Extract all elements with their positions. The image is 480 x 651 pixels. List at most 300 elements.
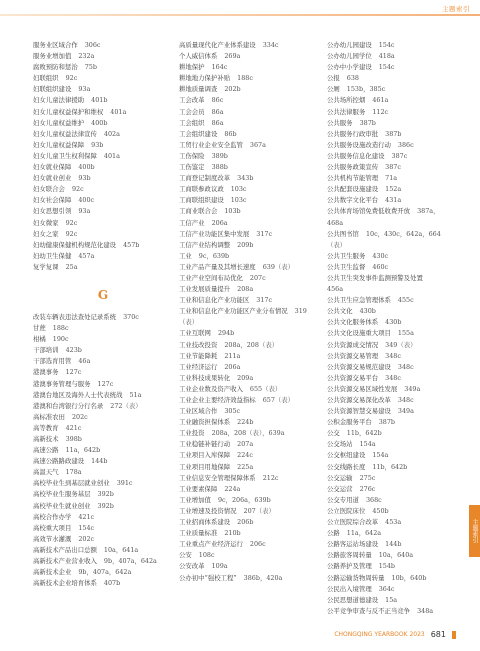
index-entry-term: 公共数字文化平台 — [327, 196, 379, 205]
index-entry[interactable] — [33, 434, 173, 445]
index-entry-term: 妇女就业创业 — [33, 174, 72, 183]
index-entry-term: 工业企业数及资产收入 — [179, 384, 243, 393]
index-entry-page-ref: 269a — [224, 52, 241, 61]
index-entry[interactable] — [327, 306, 445, 317]
index-entry-term: 公安 — [179, 551, 192, 560]
index-entry[interactable] — [179, 550, 319, 561]
index-entry-term: 高新技术企业 — [33, 568, 72, 577]
index-entry[interactable] — [179, 395, 319, 406]
index-entry[interactable] — [327, 528, 445, 539]
index-entry[interactable] — [327, 195, 445, 206]
index-entry-page-ref: 349（表） — [385, 340, 417, 349]
index-entry[interactable] — [327, 251, 445, 262]
index-entry[interactable] — [327, 539, 445, 550]
index-entry-page-ref: 639（表） — [262, 262, 295, 271]
index-entry[interactable] — [327, 384, 445, 395]
side-section-tab[interactable]: 主题索引 — [469, 505, 480, 557]
index-entry-term: 工业 — [179, 251, 192, 260]
index-entry[interactable] — [33, 489, 173, 500]
index-entry-page-ref: 232a — [78, 52, 95, 61]
index-entry-term: 工贸行业企业安全监管 — [179, 140, 243, 149]
index-entry-page-ref: 25a — [65, 262, 78, 271]
index-entry[interactable] — [327, 118, 445, 129]
index-entry-page-ref: 209b — [237, 240, 254, 249]
index-entry-term: 公共服务政策宣传 — [327, 163, 379, 172]
index-entry-term: 高校合作办学 — [33, 512, 72, 521]
index-entry-term: 妇女联合会 — [33, 185, 65, 194]
index-entry[interactable] — [179, 561, 319, 572]
index-entry-page-ref: 275c — [359, 473, 376, 482]
index-entry-term: 公办初中“强校工程” — [179, 573, 237, 582]
index-entry-term: 公共体育场馆免费低收费开放 — [327, 207, 411, 216]
index-entry-term: 工会会员 — [179, 107, 205, 116]
index-entry[interactable] — [33, 412, 173, 423]
index-entry-page-ref: 334c — [262, 41, 279, 49]
index-entry[interactable] — [327, 229, 445, 251]
index-entry-term: 公共资源智慧交易建设 — [327, 407, 391, 416]
index-entry[interactable] — [33, 534, 173, 545]
index-entry[interactable] — [33, 501, 173, 512]
index-entry[interactable] — [179, 340, 319, 351]
index-entry-page-ref: 92c — [65, 74, 78, 83]
index-entry[interactable] — [33, 173, 173, 184]
index-entry-term: 工业增速及投资情况 — [179, 506, 237, 515]
index-entry-page-ref: 370c — [123, 312, 139, 321]
index-entry[interactable] — [179, 539, 319, 550]
index-entry[interactable] — [179, 73, 319, 84]
index-entry-page-ref: 306c — [84, 41, 101, 49]
index-entry-page-ref: 387b — [359, 118, 376, 127]
index-entry-page-ref: 450b — [372, 506, 389, 515]
index-entry[interactable] — [327, 84, 445, 95]
index-entry[interactable] — [179, 51, 319, 62]
index-entry-page-ref: 421c — [78, 512, 95, 521]
index-entry-term: 公共资源交易深化改革 — [327, 396, 391, 404]
index-entry[interactable] — [33, 312, 173, 323]
index-entry-term: 公交运营 — [327, 484, 353, 493]
index-entry[interactable] — [179, 528, 319, 539]
index-entry-term: 工业互联网 — [179, 329, 211, 338]
index-entry[interactable] — [179, 162, 319, 173]
index-entry[interactable] — [33, 545, 173, 556]
index-entry[interactable] — [179, 295, 319, 306]
index-entry-page-ref: 103c — [230, 185, 247, 194]
index-entry-term: 港澳事务 — [33, 368, 59, 377]
index-entry-term: 工业技改投资 — [179, 340, 218, 349]
index-entry[interactable] — [179, 118, 319, 129]
index-entry[interactable] — [179, 428, 319, 439]
index-entry[interactable] — [327, 173, 445, 184]
index-entry-page-ref: 400b — [91, 118, 108, 127]
index-entry-page-ref: 430b — [359, 307, 376, 316]
index-entry-page-ref: 225a — [237, 462, 254, 471]
index-entry-page-ref: 11a，642a — [346, 529, 382, 538]
index-entry-page-ref: 348c — [385, 351, 401, 360]
index-entry-term: 工业增加值 — [179, 495, 211, 504]
index-entry-term: 高等教育 — [33, 423, 59, 432]
index-entry-term: 高效节水灌溉 — [33, 534, 72, 543]
index-entry[interactable] — [33, 367, 173, 378]
index-entry[interactable] — [33, 218, 173, 229]
index-entry[interactable] — [33, 467, 173, 478]
index-entry[interactable] — [179, 362, 319, 373]
index-entry[interactable] — [33, 523, 173, 534]
index-entry-page-ref: 305c — [224, 407, 241, 416]
index-entry-term: 工伤鉴定 — [179, 163, 205, 172]
index-entry-page-ref: 112c — [372, 107, 389, 116]
index-section-letter: G — [97, 287, 109, 302]
index-entry-term: 公路养护及管理 — [327, 562, 372, 571]
index-entry-page-ref: 368c — [365, 495, 382, 504]
index-column-3 — [327, 40, 445, 617]
index-column-1 — [33, 40, 173, 589]
index-entry[interactable] — [179, 473, 319, 484]
index-entry[interactable] — [327, 395, 445, 406]
index-entry-page-ref: 386b，420a — [243, 573, 283, 582]
index-entry[interactable] — [327, 40, 445, 51]
index-entry[interactable] — [179, 151, 319, 162]
index-entry[interactable] — [327, 273, 445, 295]
index-entry-term: 服务业增加值 — [33, 52, 72, 61]
index-entry[interactable] — [33, 107, 173, 118]
index-entry[interactable] — [179, 328, 319, 339]
index-entry-term: 甘蔗 — [33, 324, 46, 333]
index-entry-term: 公平竞争审查与反不正当竞争 — [327, 606, 411, 615]
index-entry[interactable] — [179, 40, 319, 51]
index-entry[interactable] — [33, 118, 173, 129]
index-entry-term: 高校毕业生就业创业 — [33, 501, 91, 510]
index-entry[interactable] — [179, 573, 319, 584]
index-entry-page-ref: 202c — [78, 534, 95, 543]
index-entry[interactable] — [179, 406, 319, 417]
index-entry-term: 工商登记制度改革 — [179, 174, 231, 183]
index-entry[interactable] — [33, 195, 173, 206]
index-entry[interactable] — [179, 351, 319, 362]
index-entry[interactable] — [327, 362, 445, 373]
index-entry[interactable] — [327, 62, 445, 73]
index-entry[interactable] — [33, 184, 173, 195]
index-entry-page-ref: 188c — [237, 74, 253, 83]
index-entry[interactable] — [179, 384, 319, 395]
index-entry[interactable] — [33, 456, 173, 467]
index-entry-page-ref: 317c — [256, 229, 273, 238]
index-entry-term: 工业重点产业经济运行 — [179, 540, 243, 549]
index-entry-term: 工业节能降耗 — [179, 351, 218, 360]
index-entry[interactable] — [327, 373, 445, 384]
index-entry-page-ref: 152a — [385, 185, 402, 194]
index-entry[interactable] — [327, 450, 445, 461]
index-entry-term: 公共场所控烟 — [327, 96, 366, 105]
index-entry[interactable] — [33, 206, 173, 217]
index-entry[interactable] — [327, 573, 445, 584]
index-entry-term: 公立医院综合改革 — [327, 518, 379, 527]
index-entry-page-ref: 93b — [78, 174, 91, 183]
index-entry-term: 工业信息安全管理保障体系 — [179, 473, 256, 482]
index-entry-term: 工商联组织建设 — [179, 196, 224, 205]
index-entry[interactable] — [33, 556, 173, 567]
index-entry[interactable] — [179, 373, 319, 384]
index-entry-page-ref: 407b — [103, 579, 121, 588]
index-entry[interactable] — [327, 295, 445, 306]
index-entry-page-ref: 15a — [385, 595, 398, 604]
index-entry[interactable] — [33, 240, 173, 251]
index-entry-term: 工业产业空间布局优化 — [179, 273, 243, 282]
index-entry[interactable] — [327, 495, 445, 506]
index-entry[interactable] — [327, 517, 445, 528]
index-entry[interactable] — [33, 578, 173, 589]
index-entry-page-ref: 421c — [65, 423, 82, 432]
index-entry[interactable] — [33, 334, 173, 345]
index-entry[interactable] — [327, 584, 445, 595]
index-entry[interactable] — [327, 506, 445, 517]
index-entry-term: 公积金服务平台 — [327, 418, 372, 427]
index-entry-page-ref: 9c，639b — [198, 251, 230, 260]
index-entry-page-ref: 207c — [249, 273, 266, 282]
page-footer — [334, 630, 456, 639]
index-entry[interactable] — [33, 512, 173, 523]
index-entry-term: 妇幼健康保健机构规范化建设 — [33, 240, 117, 249]
index-entry[interactable] — [179, 517, 319, 528]
index-entry-term: 工会组织 — [179, 118, 205, 127]
index-entry-page-ref: 430b — [385, 318, 402, 327]
index-entry[interactable] — [327, 73, 445, 84]
index-entry[interactable] — [33, 390, 173, 401]
index-entry[interactable] — [327, 473, 445, 484]
index-entry-page-ref: 418a — [378, 52, 395, 61]
index-entry-term: 公共卫生监督 — [327, 262, 366, 271]
index-entry[interactable] — [33, 95, 173, 106]
index-entry[interactable] — [33, 445, 173, 456]
index-entry[interactable] — [179, 218, 319, 229]
index-entry[interactable] — [179, 229, 319, 240]
index-entry[interactable] — [327, 462, 445, 473]
index-entry[interactable] — [179, 195, 319, 206]
index-entry-page-ref: 202b — [224, 85, 241, 94]
index-entry-term: 干部选育用管 — [33, 357, 72, 366]
index-entry[interactable] — [33, 229, 173, 240]
index-entry-term: 公交枢纽建设 — [327, 451, 366, 460]
index-entry[interactable] — [179, 262, 319, 273]
index-entry-page-ref: 343b — [237, 174, 254, 183]
index-entry[interactable] — [327, 439, 445, 450]
index-entry[interactable] — [179, 129, 319, 140]
index-entry[interactable] — [327, 162, 445, 173]
index-entry[interactable] — [327, 184, 445, 195]
index-entry-term: 高温天气 — [33, 468, 59, 477]
index-entry-page-ref: 153b，385c — [346, 85, 386, 94]
index-entry[interactable] — [179, 495, 319, 506]
index-entry-page-ref: 71a — [385, 174, 398, 183]
index-entry-page-ref: 154a — [372, 451, 389, 460]
index-entry[interactable] — [327, 317, 445, 328]
index-entry-term: 妇联组织 — [33, 74, 59, 83]
index-entry[interactable] — [179, 84, 319, 95]
index-entry[interactable] — [33, 162, 173, 173]
index-entry-page-ref: 387a，468a — [327, 207, 440, 227]
index-entry[interactable] — [327, 140, 445, 151]
index-entry[interactable] — [33, 40, 173, 51]
index-entry[interactable] — [33, 262, 173, 273]
index-entry-page-ref: 457b — [123, 240, 140, 249]
index-entry[interactable] — [179, 240, 319, 251]
index-entry[interactable] — [327, 550, 445, 561]
index-entry[interactable] — [33, 140, 173, 151]
index-entry-page-ref: 453a — [385, 518, 402, 527]
index-entry[interactable] — [327, 328, 445, 339]
index-entry[interactable] — [179, 462, 319, 473]
index-entry[interactable] — [33, 356, 173, 367]
index-entry[interactable] — [179, 306, 319, 328]
index-entry-page-ref: 348c — [385, 373, 401, 382]
index-entry-page-ref: 92c — [65, 218, 78, 227]
index-entry[interactable] — [327, 129, 445, 140]
index-entry-page-ref: 387c — [391, 151, 408, 160]
index-entry[interactable] — [33, 251, 173, 262]
index-entry[interactable] — [327, 340, 445, 351]
index-entry-term: 公路 — [327, 529, 340, 538]
footer-yearbook-title: CHONGQING YEARBOOK 2023 — [334, 631, 425, 638]
index-entry-term: 公共图书馆 — [327, 229, 359, 238]
index-entry-term: 妇女思想引领 — [33, 207, 72, 216]
index-entry[interactable] — [327, 262, 445, 273]
index-entry[interactable] — [33, 151, 173, 162]
index-entry-page-ref: 638 — [346, 74, 359, 83]
index-entry-term: 公安改革 — [179, 562, 205, 571]
index-entry-term: 公交线路长度 — [327, 462, 366, 471]
index-entry[interactable] — [179, 273, 319, 284]
index-entry[interactable] — [327, 107, 445, 118]
index-entry-term: 公共服务行政审批 — [327, 129, 379, 138]
index-entry-term: 高校毕业生到基层就业创业 — [33, 479, 110, 488]
index-entry[interactable] — [33, 62, 173, 73]
index-entry-page-ref: 461a — [372, 96, 389, 105]
index-entry-term: 高新技术 — [33, 435, 59, 443]
index-entry[interactable] — [179, 417, 319, 428]
index-entry-term: 公交场站 — [327, 440, 353, 449]
index-entry-page-ref: 108c — [198, 551, 215, 560]
index-entry-page-ref: 391c — [116, 479, 133, 488]
index-entry[interactable] — [33, 567, 173, 578]
index-entry[interactable] — [179, 506, 319, 517]
index-entry[interactable] — [179, 439, 319, 450]
index-entry[interactable] — [33, 401, 173, 412]
index-entry[interactable] — [327, 206, 445, 228]
index-entry[interactable] — [327, 561, 445, 572]
index-entry-term: 妇女儿童卫生权利保障 — [33, 151, 97, 160]
index-entry-page-ref: 206b — [237, 518, 254, 527]
index-entry-page-ref: 423b — [65, 346, 82, 355]
index-entry[interactable] — [179, 140, 319, 151]
index-entry-page-ref: 75b — [84, 63, 97, 72]
index-entry-page-ref: 319（表） — [179, 307, 307, 327]
index-entry-page-ref: 154c — [378, 41, 395, 49]
index-entry[interactable] — [327, 151, 445, 162]
index-entry-page-ref: 401a — [110, 107, 127, 116]
index-entry-term: 耕地地力保护补贴 — [179, 74, 231, 83]
index-entry-term: 妇幼卫生保健 — [33, 251, 72, 260]
index-entry[interactable] — [327, 351, 445, 362]
index-entry-term: 工业融资担保体系 — [179, 418, 231, 427]
index-entry-page-ref: 389b — [211, 151, 228, 160]
index-entry-term: 公民思想道德建设 — [327, 595, 379, 604]
page-number: 681 — [430, 630, 446, 639]
index-entry[interactable] — [33, 345, 173, 356]
index-entry-term: 复学复课 — [33, 262, 59, 271]
index-entry-term: 公共配套设施建设 — [327, 185, 379, 194]
index-entry-page-ref: 430c — [372, 251, 389, 260]
index-entry[interactable] — [33, 129, 173, 140]
index-entry-page-ref: 276c — [359, 484, 376, 493]
index-entry[interactable] — [327, 95, 445, 106]
index-entry[interactable] — [179, 450, 319, 461]
index-entry-page-ref: 209a — [237, 373, 254, 382]
index-entry-page-ref: 402a — [103, 129, 120, 138]
index-entry[interactable] — [327, 595, 445, 606]
index-entry[interactable] — [179, 62, 319, 73]
index-entry-page-ref: 400b — [78, 163, 95, 172]
index-entry-term: 工业质量标准 — [179, 529, 218, 538]
index-entry[interactable] — [327, 606, 445, 617]
index-entry[interactable] — [179, 95, 319, 106]
index-entry-page-ref: 9c，206a，639b — [217, 495, 271, 504]
index-entry-page-ref: 86a — [211, 118, 224, 127]
index-entry-page-ref: 317c — [256, 296, 273, 305]
index-entry-term: 高校重大项目 — [33, 523, 72, 532]
index-entry[interactable] — [33, 478, 173, 489]
index-entry[interactable] — [179, 184, 319, 195]
index-entry-term: 公办幼儿园建设 — [327, 41, 372, 49]
index-entry-page-ref: 127c — [65, 368, 82, 377]
index-entry-term: 高新技术产品出口总额 — [33, 545, 97, 554]
index-entry-page-ref: 86a — [211, 107, 224, 116]
index-entry[interactable] — [179, 206, 319, 217]
index-entry[interactable] — [33, 423, 173, 434]
index-entry-page-ref: 401b — [91, 96, 108, 105]
index-entry-term: 耕地保护 — [179, 63, 205, 72]
index-entry-term: 工商联参政议政 — [179, 185, 224, 194]
index-entry-page-ref: 10a，640a — [378, 551, 414, 560]
index-entry[interactable] — [33, 323, 173, 334]
index-entry-term: 工业投资 — [179, 429, 205, 438]
index-entry[interactable] — [33, 379, 173, 390]
index-entry[interactable] — [327, 51, 445, 62]
index-entry-term: 公路客运站场建设 — [327, 540, 379, 549]
index-entry[interactable] — [327, 406, 445, 417]
index-entry[interactable] — [33, 73, 173, 84]
index-entry-term: 妇女微家 — [33, 218, 59, 227]
index-entry[interactable] — [327, 417, 445, 428]
index-entry[interactable] — [179, 173, 319, 184]
index-entry[interactable] — [179, 284, 319, 295]
index-entry[interactable] — [179, 251, 319, 262]
index-entry-term: 妇女之家 — [33, 229, 59, 238]
index-entry[interactable] — [179, 484, 319, 495]
index-entry[interactable] — [327, 484, 445, 495]
index-entry[interactable] — [33, 84, 173, 95]
index-entry-term: 干部培训 — [33, 346, 59, 355]
index-entry-page-ref: 387c — [385, 163, 401, 172]
index-entry-page-ref: 103b — [224, 207, 241, 216]
index-entry[interactable] — [33, 51, 173, 62]
index-entry-term: 工商业联合会 — [179, 207, 218, 216]
index-entry-page-ref: 348c — [397, 362, 414, 371]
index-entry[interactable] — [179, 107, 319, 118]
index-entry[interactable] — [327, 428, 445, 439]
index-entry-term: 工业企业主要经济效益指标 — [179, 396, 256, 404]
index-entry-page-ref: 392b — [97, 490, 114, 499]
header-rule — [0, 14, 480, 16]
index-entry-term: 公共卫生突发事件监测预警及处置 — [327, 273, 423, 282]
